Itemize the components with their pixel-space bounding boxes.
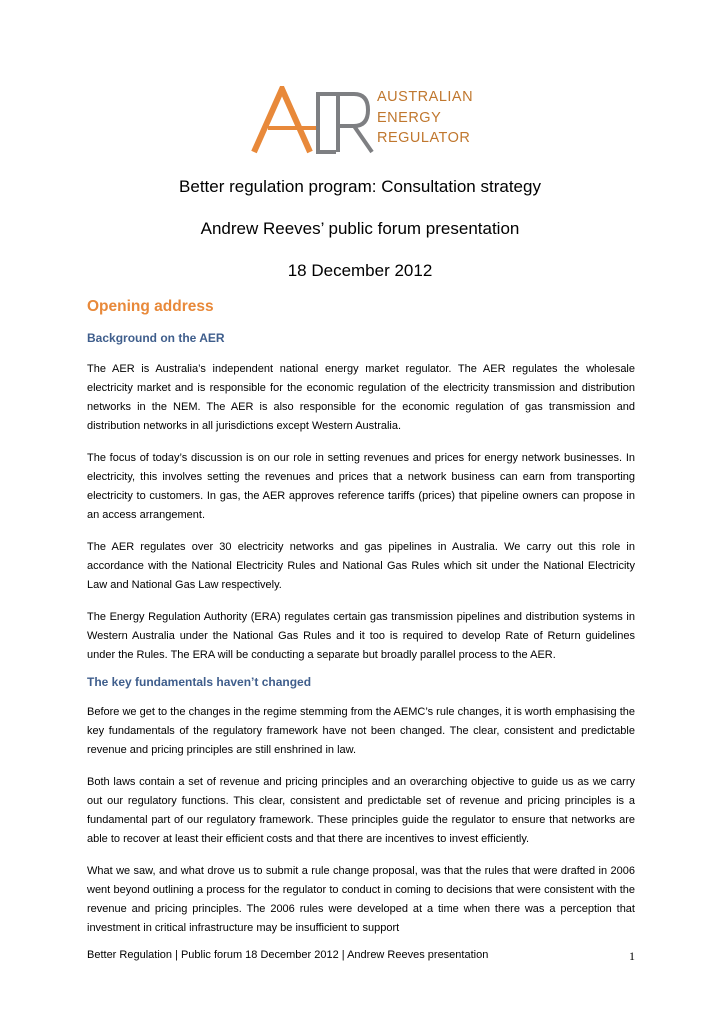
paragraph: The Energy Regulation Authority (ERA) regulates certain gas transmission pipelines and distribution systems in Western Australia under the National Gas Rules and it too is required to develop Rate of Return guidelines under the Rules. The ERA will be conducting a separate but broadly parallel process to the AER.	[87, 611, 635, 661]
document-body	[87, 297, 635, 938]
paragraph: What we saw, and what drove us to submit a rule change proposal, was that the rules that were drafted in 2006 went beyond outlining a process for the regulator to conduct in coming to decisions that were consistent with the revenue and pricing principles. The 2006 rules were developed at a time when there was a perception that investment in critical infrastructure may be insufficient to support	[87, 865, 635, 934]
paragraph: Both laws contain a set of revenue and pricing principles and an overarching objective to guide us as we carry out our regulatory functions. This clear, consistent and predictable set of revenue and pricing principles is a fundamental part of our regulatory framework. These principles guide the regulator to ensure that networks are able to recover at least their efficient costs and that there are incentives to invest efficiently.	[87, 776, 635, 845]
logo-line-1: AUSTRALIAN	[377, 89, 474, 105]
logo-wordmark	[377, 87, 473, 149]
document-title: Better regulation program: Consultation strategy	[179, 177, 541, 196]
logo-line-3: REGULATOR	[377, 130, 471, 146]
paragraph: The AER regulates over 30 electricity networks and gas pipelines in Australia. We carry out this role in accordance with the National Electricity Rules and National Gas Rules which sit under the National Electricity Law and National Gas Law respectively.	[87, 541, 635, 591]
subheading-fundamentals: The key fundamentals haven’t changed	[87, 675, 312, 689]
subheading-background: Background on the AER	[87, 331, 225, 345]
document-date: 18 December 2012	[287, 261, 433, 280]
aer-logo	[250, 86, 500, 166]
paragraph: Before we get to the changes in the regime stemming from the AEMC’s rule changes, it is worth emphasising the key fundamentals of the regulatory framework have not been changed. The clear, consistent and predictable revenue and pricing principles are still enshrined in law.	[87, 706, 635, 756]
paragraph: The AER is Australia’s independent national energy market regulator. The AER regulates the wholesale electricity market and is responsible for the economic regulation of the electricity transmission and distribution networks in the NEM. The AER is also responsible for the economic regulation of gas transmission and distribution networks in all jurisdictions except Western Australia.	[87, 363, 635, 432]
paragraph: The focus of today’s discussion is on our role in setting revenues and prices for energy network businesses. In electricity, this involves setting the revenues and prices that a network business can earn from transporting electricity to customers. In gas, the AER approves reference tariffs (prices) that pipeline owners can propose in an access arrangement.	[87, 452, 635, 521]
document-subtitle: Andrew Reeves’ public forum presentation	[200, 219, 520, 238]
aer-logo-mark	[250, 86, 375, 166]
footer-text: Better Regulation | Public forum 18 December 2012 | Andrew Reeves presentation	[87, 949, 489, 961]
page-number: 1	[629, 949, 635, 963]
logo-line-2: ENERGY	[377, 109, 442, 126]
page-footer	[87, 949, 635, 964]
section-heading: Opening address	[87, 298, 214, 315]
